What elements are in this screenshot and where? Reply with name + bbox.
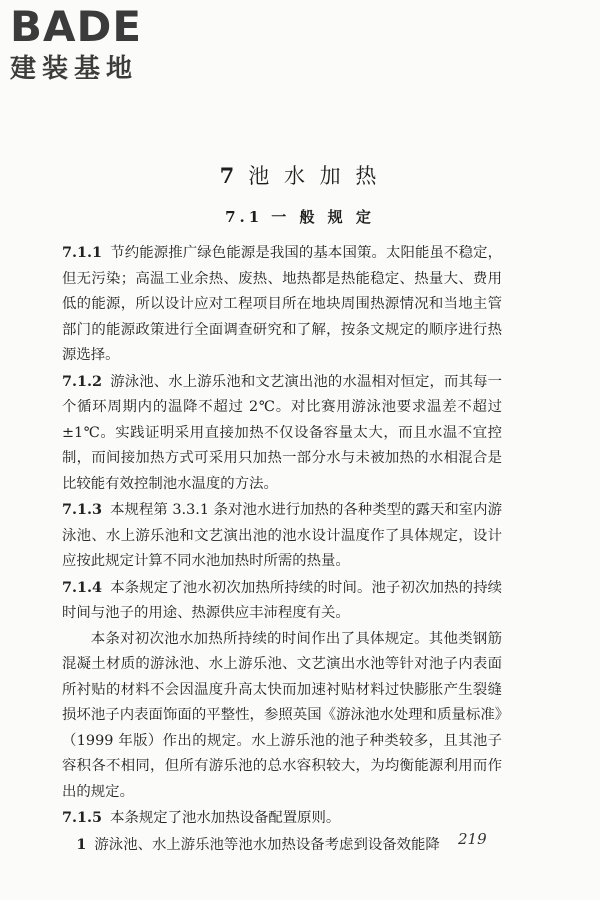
clause-number: 7.1.1 (62, 244, 103, 261)
clause-7-1-3 (62, 497, 502, 575)
clause-number: 7.1.2 (62, 372, 103, 390)
chapter-title-text: 池 水 加 热 (248, 164, 381, 188)
clause-text: 本条规定了池水初次加热所持续的时间。池子初次加热的持续时间与池子的用途、热源供应丰沛程度有关。 (62, 579, 502, 621)
page-number: 219 (458, 830, 487, 848)
chapter-number: 7 (219, 163, 239, 188)
clause-number: 7.1.4 (62, 578, 103, 596)
logo-subtitle: 建装基地 (10, 54, 139, 84)
section-title (0, 206, 600, 228)
body-text (62, 240, 502, 858)
clause-number: 7.1.3 (62, 501, 103, 518)
clause-7-1-5 (62, 805, 502, 832)
clause-number: 7.1.5 (62, 809, 103, 826)
clause-7-1-4-continued (62, 627, 502, 806)
clause-text: 本规程第 3.3.1 条对池水进行加热的各种类型的露天和室内游泳池、水上游乐池和文艺演出池的池水设计温度作了具体规定，设计应按此规定计算不同水池加热时所需的热量。 (62, 502, 502, 569)
chapter-title (0, 162, 600, 190)
item-text: 游泳池、水上游乐池等池水加热设备考虑到设备效能降 (94, 836, 440, 853)
clause-text: 本条对初次池水加热所持续的时间作出了具体规定。其他类钢筋混凝土材质的游泳池、水上游乐池、文艺演出水池等针对池子内表面所衬贴的材料不会因温度升高太快而加速衬贴材料过快膨胀产生裂缝损坏池子内表面饰面的平整性，参照英国《游泳池水处理和质量标准》（1999 年版）作出的规定。水上游乐池的池子种类较多，且其池子容积各不相同，但所有游乐池的总水容积较大，为均衡能源利用而作出的规定。 (62, 630, 502, 800)
item-number: 1 (76, 835, 87, 853)
clause-item-1 (62, 832, 502, 859)
clause-7-1-2 (62, 369, 502, 498)
section-number: 7.1 (225, 208, 264, 226)
bade-logo (8, 4, 178, 88)
clause-7-1-4 (62, 575, 502, 627)
logo-wordmark: BADE (10, 2, 143, 51)
section-title-text: 一 般 规 定 (271, 208, 375, 226)
clause-text: 节约能源推广绿色能源是我国的基本国策。太阳能虽不稳定，但无污染；高温工业余热、废热、地热都是热能稳定、热量大、费用低的能源，所以设计应对工程项目所在地块周围热源情况和当地主管部门的能源政策进行全面调查研究和了解，按条文规定的顺序进行热源选择。 (62, 245, 502, 363)
clause-7-1-1 (62, 240, 502, 369)
clause-text: 本条规定了池水加热设备配置原则。 (110, 810, 341, 826)
clause-text: 游泳池、水上游乐池和文艺演出池的水温相对恒定，而其每一个循环周期内的温降不超过 2℃。对比赛用游泳池要求温差不超过±1℃。实践证明采用直接加热不仅设备容量太大，而且水温不宜控制，而间接加热方式可采用只加热一部分水与未被加热的水相混合是比较能有效控制池水温度的方法。 (62, 373, 502, 492)
